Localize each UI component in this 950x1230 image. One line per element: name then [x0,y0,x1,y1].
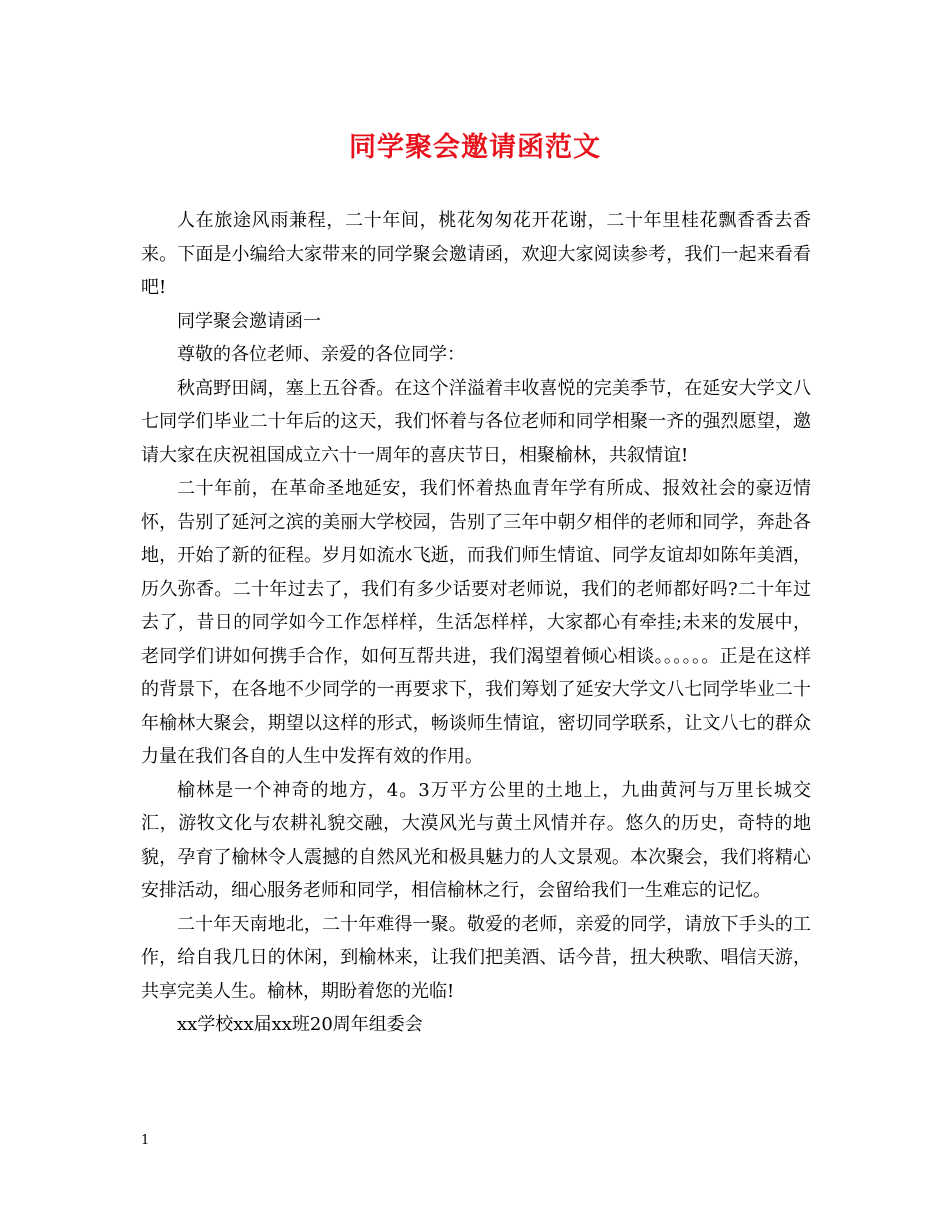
body-paragraph: 秋高野田阔，塞上五谷香。在这个洋溢着丰收喜悦的完美季节，在延安大学文八七同学们毕业二十年后的这天，我们怀着与各位老师和同学相聚一齐的强烈愿望，邀请大家在庆祝祖国成立六十一周年的喜庆节日，相聚榆林，共叙情谊! [141,377,811,466]
salutation: 尊敬的各位老师、亲爱的各位同学： [177,344,465,365]
intro-paragraph: 人在旅途风雨兼程，二十年间，桃花匆匆花开花谢，二十年里桂花飘香香去香来。下面是小编给大家带来的同学聚会邀请函，欢迎大家阅读参考，我们一起来看看吧! [141,210,811,298]
body-paragraph: 榆林是一个神奇的地方，4。3万平方公里的土地上，九曲黄河与万里长城交汇，游牧文化与农耕礼貌交融，大漠风光与黄土风情并存。悠久的历史，奇特的地貌，孕育了榆林令人震撼的自然风光和极具魅力的人文景观。本次聚会，我们将精心安排活动，细心服务老师和同学，相信榆林之行，会留给我们一生难忘的记忆。 [141,779,811,901]
body-paragraph: 二十年前，在革命圣地延安，我们怀着热血青年学有所成、报效社会的豪迈情怀，告别了延河之滨的美丽大学校园，告别了三年中朝夕相伴的老师和同学，奔赴各地，开始了新的征程。岁月如流水飞逝，而我们师生情谊、同学友谊却如陈年美酒，历久弥香。二十年过去了，我们有多少话要对老师说，我们的老师都好吗?二十年过去了，昔日的同学如今工作怎样样，生活怎样样，大家都心有牵挂;未来的发展中，老同学们讲如何携手合作，如何互帮共进，我们渴望着倾心相谈。。。。。。正是在这样的背景下，在各地不少同学的一再要求下，我们筹划了延安大学文八七同学毕业二十年榆林大聚会，期望以这样的形式，畅谈师生情谊，密切同学联系，让文八七的群众力量在我们各自的人生中发挥有效的作用。 [141,478,811,767]
signature: xx学校xx届xx班20周年组委会 [177,1014,423,1035]
document-title: 同学聚会邀请函范文 [349,132,601,163]
section-heading: 同学聚会邀请函一 [177,310,321,332]
document-body [141,204,811,1042]
body-paragraph: 二十年天南地北，二十年难得一聚。敬爱的老师，亲爱的同学，请放下手头的工作，给自我几日的休闲，到榆林来，让我们把美酒、话今昔，扭大秧歌、唱信天游，共享完美人生。榆林，期盼着您的光临! [141,913,811,1002]
page-number: 1 [141,1133,150,1148]
